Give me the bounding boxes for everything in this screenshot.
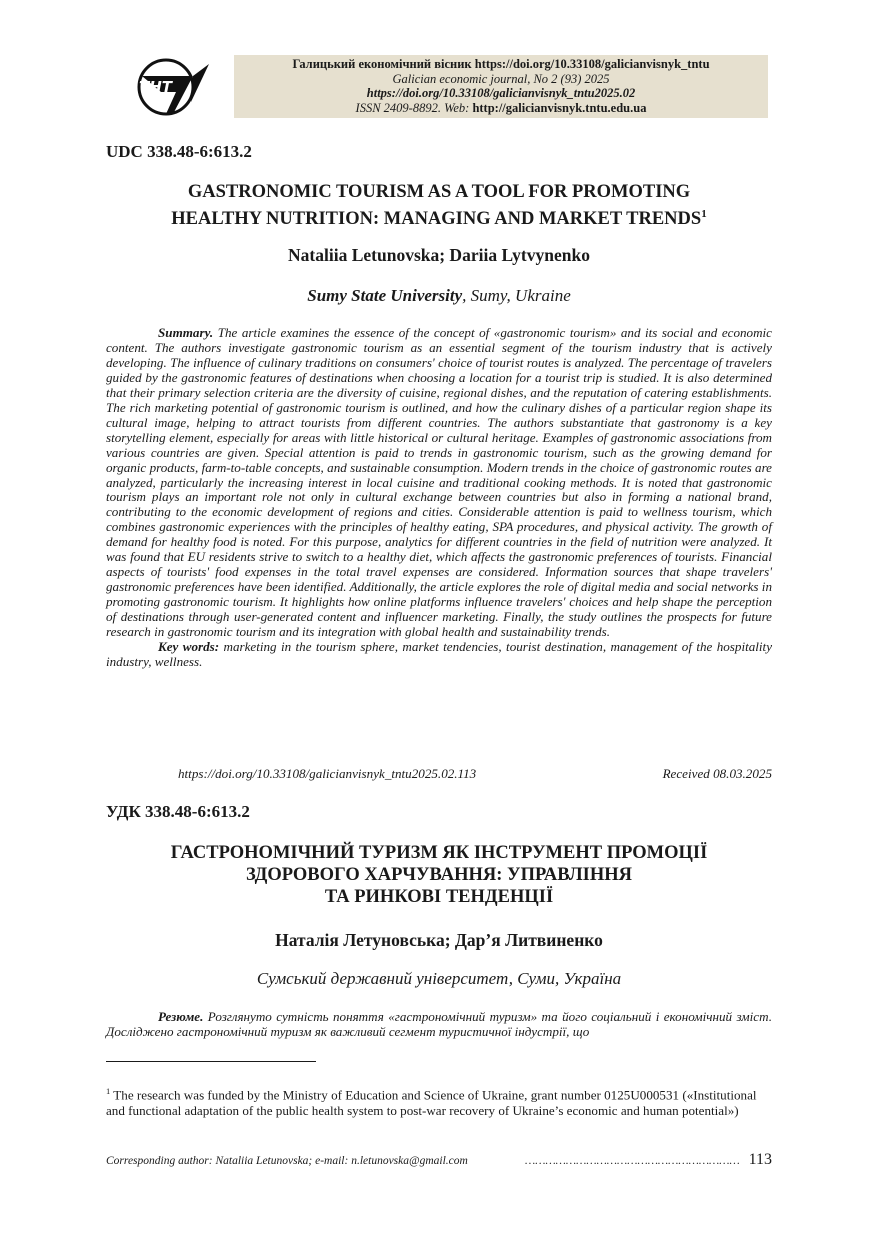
journal-website-link[interactable]: http://galicianvisnyk.tntu.edu.ua: [472, 100, 647, 115]
page-number: 113: [748, 1151, 772, 1168]
footnote: [106, 1084, 772, 1119]
author-affiliation-ukrainian: Сумський державний університет, Суми, Україна: [256, 969, 622, 988]
footnote-marker: 1: [106, 1086, 111, 1096]
journal-issue-line: Galician economic journal, No 2 (93) 2025: [392, 71, 610, 86]
footer-leader-dots: ………………………………………………………: [525, 1155, 740, 1167]
udc-code: UDC 338.48-6:613.2: [106, 142, 252, 161]
article-doi-link[interactable]: https://doi.org/10.33108/galicianvisnyk_tntu2025.02.113: [178, 766, 477, 781]
title-line-1: GASTRONOMIC TOURISM AS A TOOL FOR PROMOTING: [187, 182, 691, 202]
title-footnote-marker[interactable]: 1: [701, 208, 707, 220]
summary-text-ukrainian: Розглянуто сутність поняття «гастрономічний туризм» та його соціальний і економічний зміст. Досліджено гастрономічний туризм як важливий сегмент туристичної індустрії, що: [106, 1009, 772, 1039]
journal-logo: [133, 54, 213, 120]
summary-text: The article examines the essence of the concept of «gastronomic tourism» and its social and economic content. The authors investigate gastronomic tourism as an essential segment of the tourism industry that is actively developing. The influence of culinary traditions on consumers' choice of tourist routes is analyzed. The percentage of travelers guided by the gastronomic features of destinations when choosing a location for a tourist trip is studied. It is also determined that their primary selection criteria are the diversity of cuisine, regional dishes, and the reputation of catering establishments. The rich marketing potential of gastronomic tourism is outlined, and how the culinary dishes of a particular region shape its cultural image, helping to attract tourists from different countries. The authors substantiate that gastronomy is a key storytelling element, especially for areas with little historical or cultural heritage. Examples of gastronomic associations from various countries are given. Special attention is paid to trends in gastronomic tourism, such as the growing demand for organic products, farm-to-table concepts, and sustainable consumption. Modern trends in the choice of gastronomic routes are analyzed, particularly the increasing interest in local cuisine and traditional cooking methods. It is noted that gastronomic tourism plays an important role not only in cultural exchange between countries but also in forming a national brand, contributing to the economic development of regions and cities. Considerable attention is paid to wellness tourism, which combines gastronomic experiences with the principles of healthy eating, SPA procedures, and physical activity. The growth of demand for healthy food is noted. For this purpose, analytics for different countries in the field of nutrition were analyzed. It was found that EU residents strive to switch to a healthy diet, which affects the gastronomic preferences of tourists. Financial aspects of tourists' food expenses in the total travel expenses are considered. Information sources that shape travelers' gastronomic preferences have been identified. Additionally, the article explores the role of digital media and social networks in promoting gastronomic tourism. It highlights how online platforms influence travelers' choices and help shape the perception of destinations through user-generated content and influencer marketing. Finally, the study outlines the prospects for future research in gastronomic tourism and its integration with global health and sustainability trends.: [106, 325, 772, 640]
corresponding-author: Corresponding author: Nataliia Letunovska; e-mail: n.letunovska@gmail.com: [106, 1155, 468, 1167]
affiliation-org: Sumy State University: [307, 286, 463, 305]
footnote-divider: [106, 1061, 316, 1062]
summary-paragraph: [106, 326, 772, 640]
udc-code-ukrainian: УДК 338.48-6:613.2: [106, 802, 250, 821]
author-affiliation: [106, 286, 772, 306]
summary-label: Summary.: [158, 325, 214, 340]
article-title: [106, 181, 772, 230]
keywords-text: marketing in the tourism sphere, market tendencies, tourist destination, management of the hospitality industry, wellness.: [106, 639, 772, 669]
page-footer: [106, 1151, 772, 1171]
journal-header: [234, 55, 768, 118]
journal-name-line: Галицький економічний вісник https://doi.org/10.33108/galicianvisnyk_tntu: [292, 57, 710, 71]
title-ua-line-3: ТА РИНКОВІ ТЕНДЕНЦІЇ: [324, 887, 554, 907]
issue-doi-line: https://doi.org/10.33108/galicianvisnyk_tntu2025.02: [366, 86, 636, 100]
footnote-text: The research was funded by the Ministry of Education and Science of Ukraine, grant number 0125U000531 («Institutional and functional adaptation of the public health system to post-war recovery of Ukraine’s economic and human potential»): [106, 1087, 757, 1118]
received-date: Received 08.03.2025: [662, 766, 772, 781]
summary-paragraph-ukrainian: [106, 1010, 772, 1040]
article-title-ukrainian: [106, 842, 772, 908]
keywords-label: Key words:: [158, 639, 220, 655]
summary-block: [106, 326, 772, 670]
title-line-2: HEALTHY NUTRITION: MANAGING AND MARKET TRENDS: [171, 209, 702, 230]
summary-block-ukrainian: [106, 1010, 772, 1040]
title-ua-line-2: ЗДОРОВОГО ХАРЧУВАННЯ: УПРАВЛІННЯ: [245, 865, 633, 885]
logo-text: ТНТ: [139, 78, 173, 96]
summary-label-ukrainian: Резюме.: [158, 1009, 204, 1024]
title-ua-line-1: ГАСТРОНОМІЧНИЙ ТУРИЗМ ЯК ІНСТРУМЕНТ ПРОМОЦІЇ: [170, 843, 708, 863]
article-authors-ukrainian: Наталія Летуновська; Дар’я Литвиненко: [275, 930, 603, 950]
issn-label: ISSN 2409-8892. Web:: [355, 100, 473, 115]
keywords-paragraph: [106, 640, 772, 670]
affiliation-place: , Sumy, Ukraine: [462, 286, 571, 305]
article-authors: Nataliia Letunovska; Dariia Lytvynenko: [288, 245, 590, 265]
